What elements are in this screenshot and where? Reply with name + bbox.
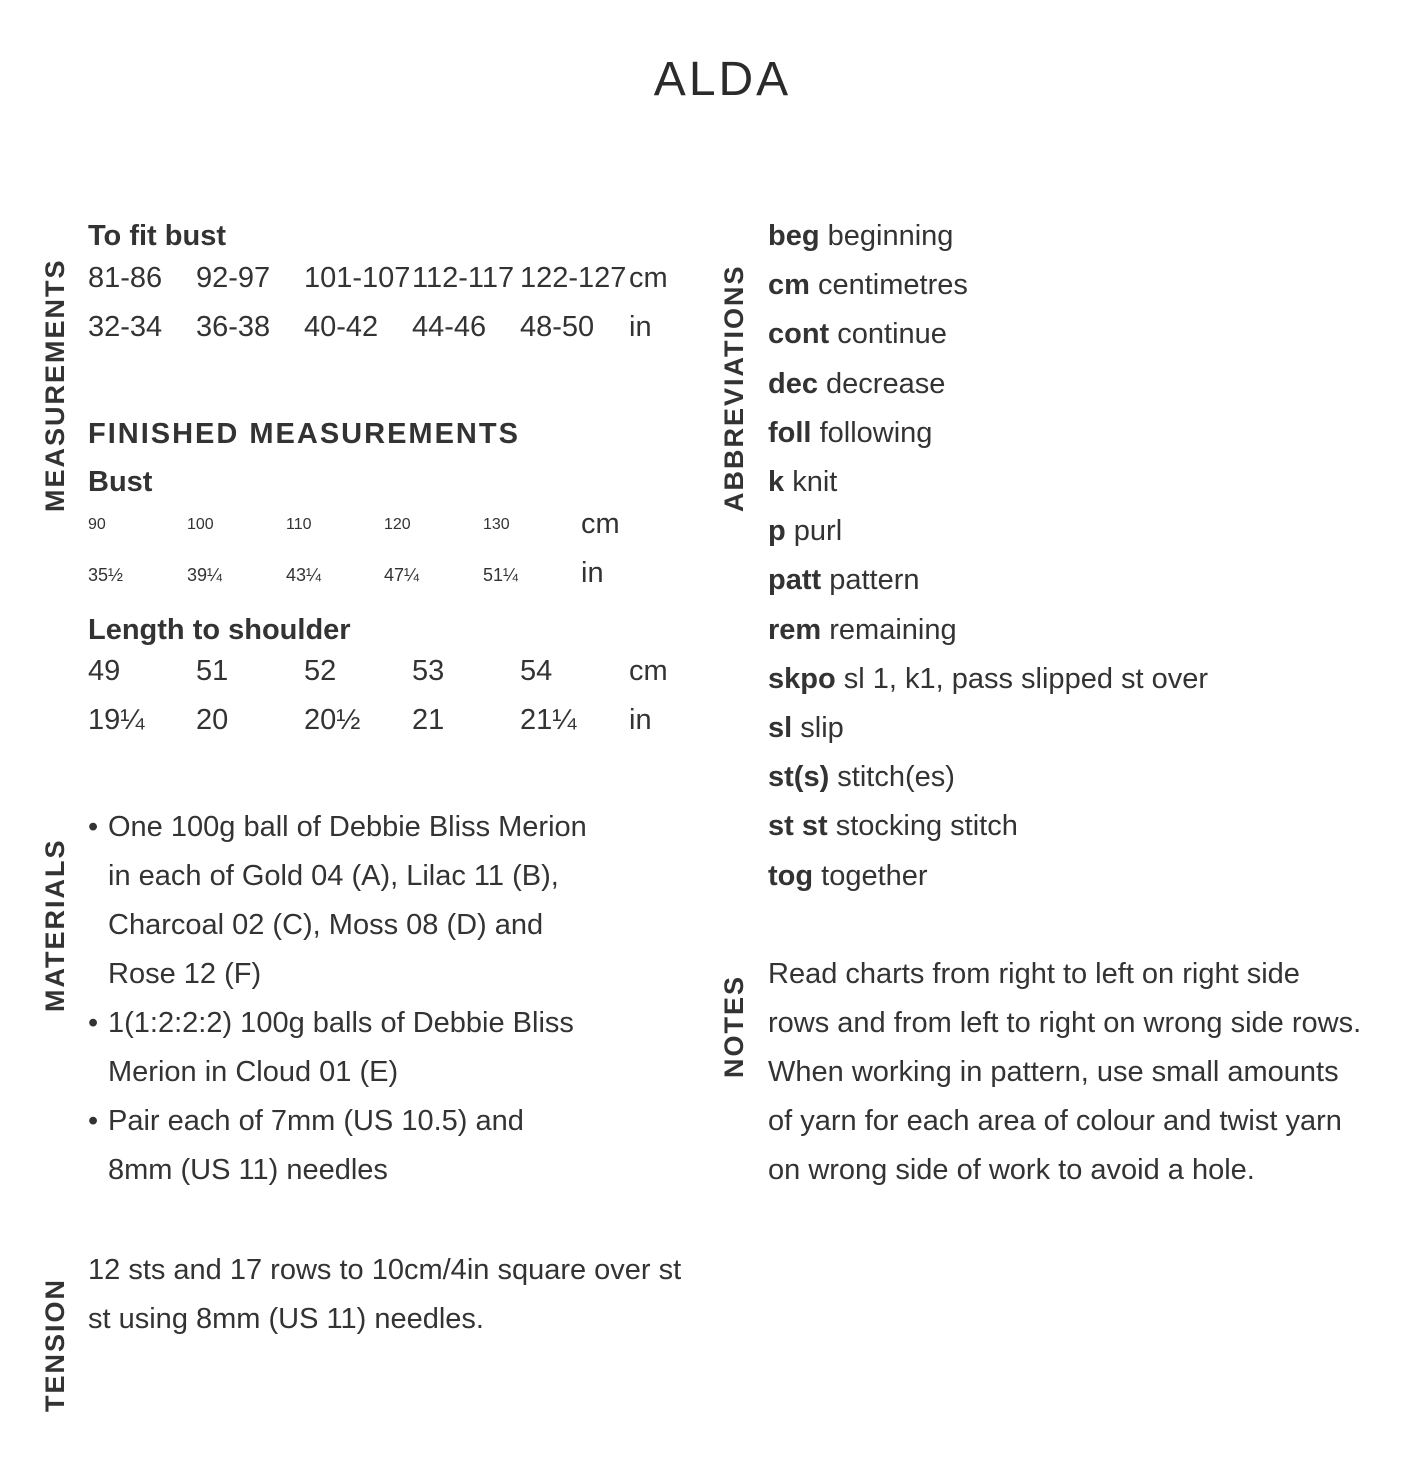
section-label-tension: TENSION (40, 1277, 70, 1412)
abbrev-term: foll (768, 416, 812, 449)
section-label-abbreviations: ABBREVIATIONS (719, 264, 749, 512)
bullet-dot: • (88, 1007, 99, 1039)
abbrev-meaning: knit (792, 466, 838, 499)
materials-line: Rose 12 (F) (108, 958, 262, 990)
measure-cell: 92-97 (196, 262, 271, 294)
abbrev-item (768, 458, 1208, 507)
abbrev-term: dec (768, 367, 818, 400)
measure-cell: 51¼ (483, 565, 519, 585)
abbrev-term: cont (768, 318, 830, 351)
abbrev-meaning: decrease (826, 367, 946, 400)
abbrev-item (768, 409, 1208, 458)
abbreviations-list (768, 212, 1208, 901)
measure-cell: 19¼ (88, 704, 145, 736)
materials-line: 1(1:2:2:2) 100g balls of Debbie Bliss (108, 1007, 574, 1039)
materials-line: Charcoal 02 (C), Moss 08 (D) and (108, 909, 544, 941)
abbrev-item (768, 802, 1208, 851)
bullet-dot: • (88, 1105, 99, 1137)
abbrev-meaning: stitch(es) (837, 761, 955, 794)
materials-line: in each of Gold 04 (A), Lilac 11 (B), (108, 860, 559, 892)
abbrev-term: skpo (768, 662, 836, 695)
materials-line: One 100g ball of Debbie Bliss Merion (108, 811, 587, 843)
page-title: ALDA (653, 53, 792, 106)
measure-cell: 21¼ (520, 704, 577, 736)
abbrev-item (768, 704, 1208, 753)
measure-unit: in (581, 557, 604, 589)
abbrev-meaning: purl (793, 515, 843, 548)
measure-cell: 120 (384, 516, 411, 533)
measure-cell: 101-107 (304, 262, 411, 294)
abbrev-meaning: stocking stitch (835, 810, 1018, 843)
abbrev-term: cm (768, 269, 810, 302)
abbrev-meaning: together (821, 859, 928, 892)
measure-cell: 51 (196, 655, 229, 687)
notes-text: Read charts from right to left on right side rows and from left to right on wrong side rows. When working in pattern, use small amounts of yarn for each area of colour and twist yarn on wrong side of work to avoid a hole. (768, 958, 1362, 1186)
measure-cell: 20 (196, 704, 229, 736)
measure-cell: 44-46 (412, 311, 487, 343)
abbrev-term: sl (768, 712, 793, 745)
abbrev-item (768, 655, 1208, 704)
measure-cell: 20½ (304, 704, 361, 736)
measure-cell: 40-42 (304, 311, 379, 343)
finished-measurements-heading: FINISHED MEASUREMENTS (88, 418, 520, 450)
abbrev-item (768, 606, 1208, 655)
measure-cell: 35½ (88, 565, 124, 585)
measure-unit: cm (629, 655, 668, 687)
abbrev-term: beg (768, 220, 820, 252)
measure-cell: 49 (88, 655, 121, 687)
abbrev-item (768, 556, 1208, 605)
abbrev-term: st(s) (768, 761, 830, 794)
measure-cell: 36-38 (196, 311, 271, 343)
abbrev-term: k (768, 466, 785, 499)
measure-cell: 48-50 (520, 311, 595, 343)
to-fit-bust-heading: To fit bust (88, 220, 226, 252)
materials-line: Merion in Cloud 01 (E) (108, 1056, 399, 1088)
measure-cell: 21 (412, 704, 445, 736)
measure-cell: 39¼ (187, 565, 223, 585)
abbrev-meaning: pattern (829, 564, 920, 597)
materials-line: Pair each of 7mm (US 10.5) and (108, 1105, 524, 1137)
abbrev-term: rem (768, 613, 822, 646)
measure-cell: 122-127 (520, 262, 627, 294)
materials-item (88, 1097, 698, 1195)
measure-cell: 90 (88, 516, 106, 533)
measure-cell: 130 (483, 516, 510, 533)
section-label-measurements: MEASUREMENTS (40, 258, 70, 512)
abbrev-item (768, 753, 1208, 802)
measure-cell: 112-117 (412, 262, 515, 294)
abbrev-meaning: following (819, 416, 933, 449)
materials-item (88, 803, 698, 999)
measure-cell: 43¼ (286, 565, 322, 585)
measure-unit: cm (581, 508, 620, 540)
measure-cell: 110 (286, 516, 312, 533)
tension-text: 12 sts and 17 rows to 10cm/4in square over st st using 8mm (US 11) needles. (88, 1254, 682, 1335)
measure-cell: 54 (520, 655, 553, 687)
abbrev-item (768, 310, 1208, 359)
abbrev-term: patt (768, 564, 822, 597)
abbrev-item (768, 852, 1208, 901)
bust-heading: Bust (88, 466, 153, 498)
materials-item (88, 999, 698, 1097)
measure-cell: 32-34 (88, 311, 163, 343)
abbrev-item (768, 360, 1208, 409)
abbrev-meaning: slip (800, 712, 844, 745)
measure-cell: 100 (187, 516, 214, 533)
abbrev-item (768, 507, 1208, 556)
abbrev-meaning: beginning (827, 220, 954, 252)
abbrev-meaning: centimetres (817, 269, 968, 302)
measure-unit: in (629, 311, 652, 343)
materials-line: 8mm (US 11) needles (108, 1154, 388, 1186)
measure-unit: in (629, 704, 652, 736)
abbrev-meaning: remaining (829, 613, 957, 646)
length-heading: Length to shoulder (88, 614, 351, 646)
abbrev-item (768, 261, 1208, 310)
measure-cell: 81-86 (88, 262, 163, 294)
abbrev-term: tog (768, 859, 814, 892)
abbrev-term: p (768, 515, 786, 548)
measure-cell: 53 (412, 655, 445, 687)
measure-unit: cm (629, 262, 668, 294)
measure-cell: 47¼ (384, 565, 420, 585)
measure-cell: 52 (304, 655, 337, 687)
abbrev-item (768, 212, 1208, 261)
abbrev-term: st st (768, 810, 828, 843)
materials-list (88, 803, 698, 1195)
section-label-notes: NOTES (719, 974, 749, 1078)
abbrev-meaning: sl 1, k1, pass slipped st over (843, 662, 1209, 695)
abbrev-meaning: continue (837, 318, 947, 351)
section-label-materials: MATERIALS (40, 838, 70, 1012)
bullet-dot: • (88, 811, 99, 843)
